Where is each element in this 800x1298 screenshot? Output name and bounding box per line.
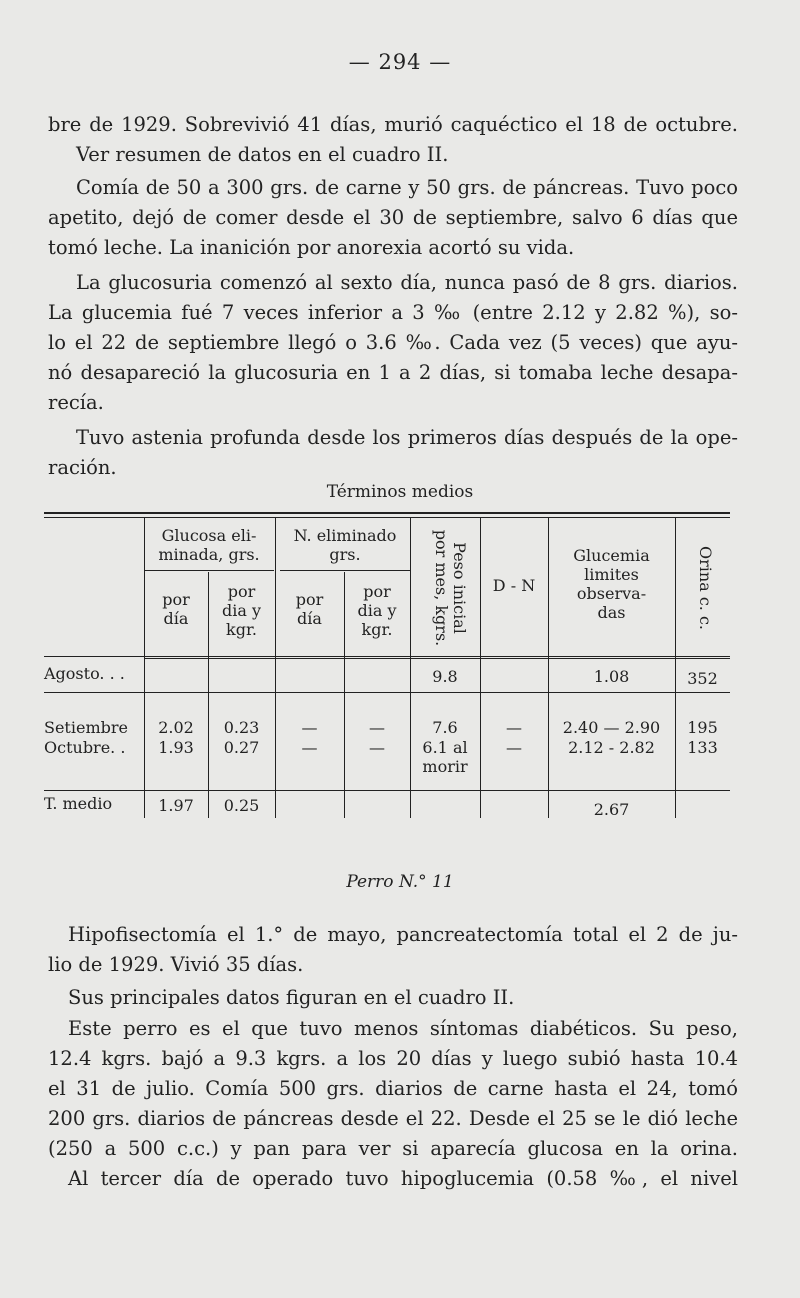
table-rule xyxy=(44,692,730,693)
cell-g-kgr: 0.25 xyxy=(223,796,260,815)
cell-n-kgr: — xyxy=(369,738,385,757)
cell-n-kgr: — xyxy=(369,718,385,737)
text-line: Sus principales datos figuran en el cuadro II. xyxy=(68,986,515,1009)
header-text: kgr. xyxy=(226,620,257,639)
header-n-eliminado xyxy=(280,526,410,564)
text-line: recía. xyxy=(48,391,104,414)
text-line: nó desapareció la glucosuria en 1 a 2 días, si tomaba leche desapa- xyxy=(48,361,738,384)
header-text: N. eliminado xyxy=(293,526,397,545)
text-line: lio de 1929. Vivió 35 días. xyxy=(48,953,304,976)
header-glucemia xyxy=(548,546,675,622)
cell-text: 6.1 al xyxy=(422,738,468,757)
header-text: por xyxy=(227,582,256,601)
header-text: observa- xyxy=(576,584,647,603)
table-rule xyxy=(44,656,730,657)
header-n-por-dia xyxy=(275,590,344,628)
cell-n-dia: — xyxy=(301,738,318,757)
text-line: La glucosuria comenzó al sexto día, nunca pasó de 8 grs. diarios. xyxy=(76,271,738,294)
paragraph-3 xyxy=(48,268,738,418)
text-line: 12.4 kgrs. bajó a 9.3 kgrs. a los 20 días y luego subió hasta 10.4 xyxy=(48,1047,738,1070)
header-por-dia-kgr xyxy=(208,582,275,639)
cell-orina: 352 xyxy=(687,669,718,688)
table-rule xyxy=(280,570,410,571)
text-line: La glucemia fué 7 veces inferior a 3 ‰ (entre 2.12 y 2.82 %), so- xyxy=(48,301,738,324)
row-label: Agosto. . . xyxy=(44,664,125,683)
cell-orina: 133 xyxy=(687,738,718,757)
header-text: dia y xyxy=(221,601,262,620)
header-peso xyxy=(432,528,468,648)
text-line: bre de 1929. Sobrevivió 41 días, murió caquéctico el 18 de octubre. xyxy=(48,113,738,136)
header-text: por xyxy=(295,590,324,609)
cell-g-dia: 1.93 xyxy=(158,738,194,757)
header-text: Glucemia xyxy=(573,546,650,565)
cell-d-n: — xyxy=(506,718,522,737)
text-line: Tuvo astenia profunda desde los primeros días después de la ope- xyxy=(76,426,738,449)
page-number: — 294 — xyxy=(348,50,452,74)
table-rule xyxy=(144,658,730,659)
data-table xyxy=(44,512,730,822)
paragraph-7 xyxy=(48,1014,738,1194)
header-text: por xyxy=(363,582,391,601)
header-text: Peso inicial xyxy=(450,542,469,634)
header-text: limites xyxy=(584,565,639,584)
cell-orina: 195 xyxy=(687,718,718,737)
row-label: T. medio xyxy=(44,794,113,813)
table-vline xyxy=(480,518,481,818)
table-rule xyxy=(44,790,730,791)
text-line: Hipofisectomía el 1.° de mayo, pancreatectomía total el 2 de ju- xyxy=(68,923,738,946)
cell-glucemia: 1.08 xyxy=(593,667,630,686)
header-text: día xyxy=(297,609,322,628)
table-vline xyxy=(675,518,676,818)
table-rule xyxy=(44,512,730,514)
text-line: Ver resumen de datos en el cuadro II. xyxy=(76,143,449,166)
table-vline xyxy=(275,518,276,818)
header-text: por mes, kgrs. xyxy=(432,529,451,647)
header-d-n: D - N xyxy=(492,576,536,595)
paragraph-2 xyxy=(48,173,738,263)
header-n-por-dia-kgr xyxy=(344,582,410,639)
header-por-dia xyxy=(144,590,208,628)
cell-peso xyxy=(410,738,480,776)
header-text: kgr. xyxy=(361,620,393,639)
text-line: Al tercer día de operado tuvo hipoglucemia (0.58 ‰, el nivel xyxy=(68,1167,738,1190)
table-caption: Términos medios xyxy=(326,482,474,502)
text-line: Este perro es el que tuvo menos síntomas diabéticos. Su peso, xyxy=(68,1017,738,1040)
paragraph-6 xyxy=(48,983,738,1013)
cell-n-dia: — xyxy=(301,718,318,737)
paragraph-1 xyxy=(48,110,738,170)
header-orina: Orina c. c. xyxy=(696,546,715,630)
cell-text: morir xyxy=(422,757,468,776)
cell-g-kgr: 0.23 xyxy=(223,718,260,737)
paragraph-4 xyxy=(48,423,738,483)
row-label: Setiembre xyxy=(44,718,128,737)
header-text: das xyxy=(597,603,626,622)
cell-g-dia: 2.02 xyxy=(158,718,194,737)
cell-d-n: — xyxy=(506,738,522,757)
cell-peso: 9.8 xyxy=(432,667,458,686)
text-line: ración. xyxy=(48,456,117,479)
table-rule xyxy=(44,517,730,518)
cell-glucemia: 2.40 — 2.90 xyxy=(562,718,661,737)
cell-g-kgr: 0.27 xyxy=(223,738,260,757)
text-line: tomó leche. La inanición por anorexia acortó su vida. xyxy=(48,236,575,259)
cell-glucemia: 2.67 xyxy=(593,800,630,819)
cell-glucemia: 2.12 - 2.82 xyxy=(568,738,655,757)
section-subtitle: Perro N.° 11 xyxy=(346,872,454,892)
text-line: apetito, dejó de comer desde el 30 de septiembre, salvo 6 días que xyxy=(48,206,738,229)
text-line: 200 grs. diarios de páncreas desde el 22. Desde el 25 se le dió leche xyxy=(48,1107,738,1130)
header-text: por xyxy=(162,590,190,609)
text-line: (250 a 500 c.c.) y pan para ver si aparecía glucosa en la orina. xyxy=(48,1137,738,1160)
header-text: grs. xyxy=(329,545,361,564)
text-line: el 31 de julio. Comía 500 grs. diarios de carne hasta el 24, tomó xyxy=(48,1077,738,1100)
header-text: dia y xyxy=(357,601,397,620)
header-text: día xyxy=(163,609,189,628)
text-line: Comía de 50 a 300 grs. de carne y 50 grs. de páncreas. Tuvo poco xyxy=(76,176,738,199)
paragraph-5 xyxy=(48,920,738,980)
header-glucosa xyxy=(144,526,274,564)
cell-peso: 7.6 xyxy=(432,718,458,737)
table-rule xyxy=(144,570,274,571)
header-text: minada, grs. xyxy=(158,545,260,564)
text-line: lo el 22 de septiembre llegó o 3.6 ‰. Cada vez (5 veces) que ayu- xyxy=(48,331,738,354)
header-text: Glucosa eli- xyxy=(161,526,257,545)
cell-g-dia: 1.97 xyxy=(158,796,194,815)
row-label: Octubre. . xyxy=(44,738,126,757)
